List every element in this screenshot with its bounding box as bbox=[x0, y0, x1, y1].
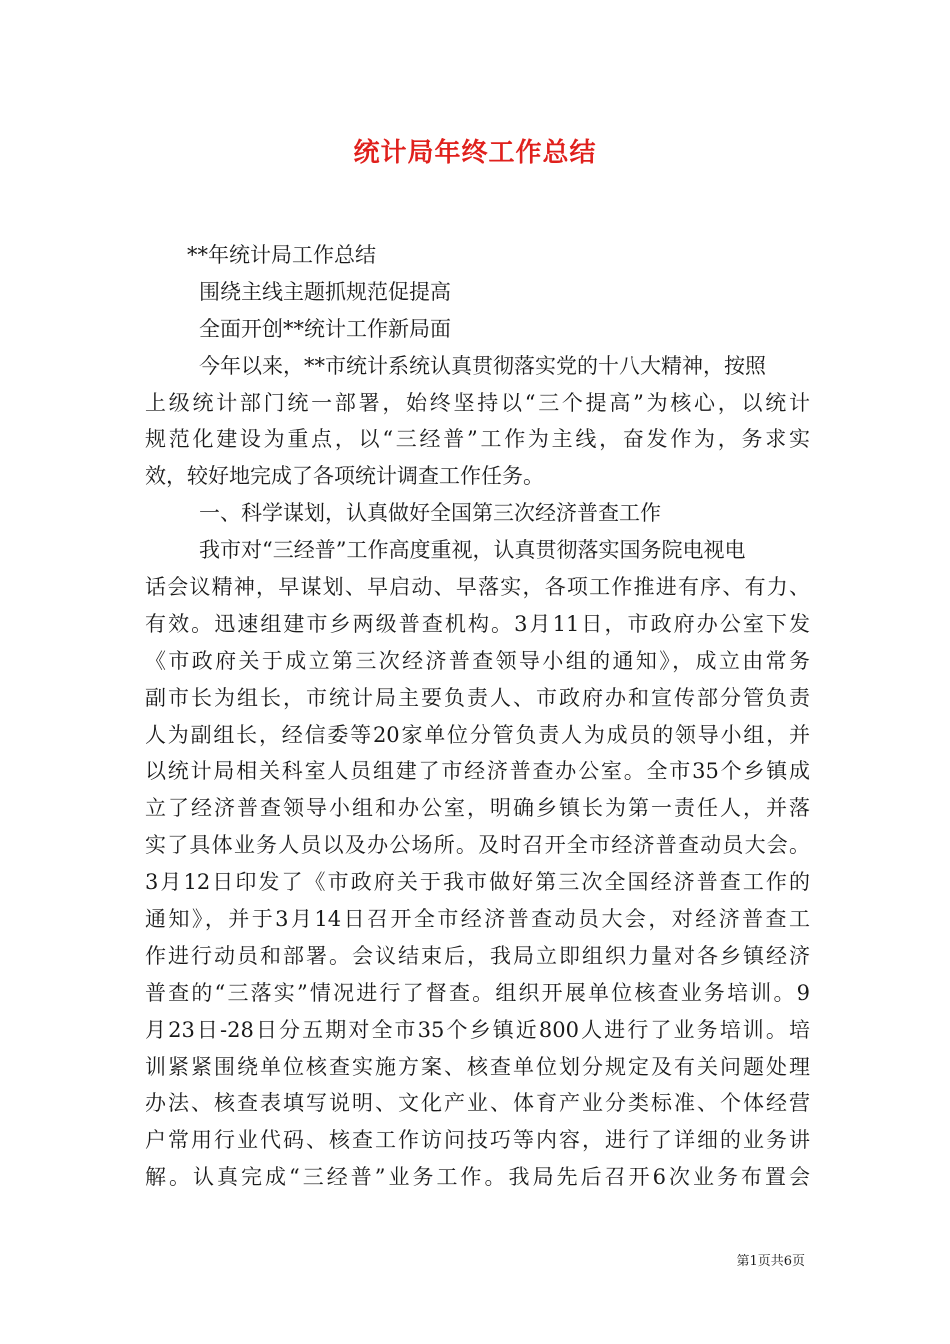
heading-line: **年统计局工作总结 bbox=[187, 243, 376, 267]
paragraph-line: 作进行动员和部署。会议结束后，我局立即组织力量对各乡镇经济 bbox=[145, 943, 810, 968]
paragraph-line: 3月12日印发了《市政府关于我市做好第三次全国经济普查工作的 bbox=[145, 870, 810, 895]
paragraph-line: 话会议精神，早谋划、早启动、早落实，各项工作推进有序、有力、 bbox=[145, 575, 810, 600]
paragraph-line: 通知》，并于3月14日召开全市经济普查动员大会，对经济普查工 bbox=[145, 907, 810, 932]
heading-line: 围绕主线主题抓规范促提高 bbox=[199, 279, 451, 304]
paragraph-line: 办法、核查表填写说明、文化产业、体育产业分类标准、个体经营 bbox=[145, 1091, 810, 1116]
paragraph-line: 月23日-28日分五期对全市35个乡镇近800人进行了业务培训。培 bbox=[145, 1017, 810, 1042]
paragraph-line: 我市对“三经普”工作高度重视，认真贯彻落实国务院电视电 bbox=[199, 538, 746, 563]
document-title: 统计局年终工作总结 bbox=[353, 138, 597, 168]
paragraph-line: 《市政府关于成立第三次经济普查领导小组的通知》，成立由常务 bbox=[145, 648, 810, 673]
document-body bbox=[145, 237, 810, 1196]
heading-line: 全面开创**统计工作新局面 bbox=[199, 316, 451, 341]
paragraph-line: 普查的“三落实”情况进行了督查。组织开展单位核查业务培训。9 bbox=[145, 980, 810, 1005]
paragraph-line: 户常用行业代码、核查工作访问技巧等内容，进行了详细的业务讲 bbox=[145, 1128, 810, 1153]
paragraph-line: 有效。迅速组建市乡两级普查机构。3月11日，市政府办公室下发 bbox=[145, 611, 810, 636]
paragraph-line: 训紧紧围绕单位核查实施方案、核查单位划分规定及有关问题处理 bbox=[145, 1054, 810, 1079]
paragraph-line: 上级统计部门统一部署，始终坚持以“三个提高”为核心，以统计 bbox=[145, 390, 810, 415]
page-number: 第1页共6页 bbox=[736, 1254, 805, 1269]
paragraph-line: 解。认真完成“三经普”业务工作。我局先后召开6次业务布置会 bbox=[145, 1165, 810, 1190]
paragraph-line: 副市长为组长，市统计局主要负责人、市政府办和宣传部分管负责 bbox=[145, 685, 810, 710]
paragraph-line: 立了经济普查领导小组和办公室，明确乡镇长为第一责任人，并落 bbox=[145, 796, 810, 821]
paragraph-line: 效，较好地完成了各项统计调查工作任务。 bbox=[145, 464, 544, 489]
paragraph-line: 以统计局相关科室人员组建了市经济普查办公室。全市35个乡镇成 bbox=[145, 759, 810, 784]
paragraph-line: 今年以来，**市统计系统认真贯彻落实党的十八大精神，按照 bbox=[199, 353, 766, 378]
paragraph-line: 人为副组长，经信委等20家单位分管负责人为成员的领导小组，并 bbox=[145, 722, 810, 747]
paragraph-line: 实了具体业务人员以及办公场所。及时召开全市经济普查动员大会。 bbox=[145, 833, 810, 858]
section-heading: 一、科学谋划，认真做好全国第三次经济普查工作 bbox=[199, 501, 661, 526]
paragraph-line: 规范化建设为重点，以“三经普”工作为主线，奋发作为，务求实 bbox=[145, 427, 810, 452]
